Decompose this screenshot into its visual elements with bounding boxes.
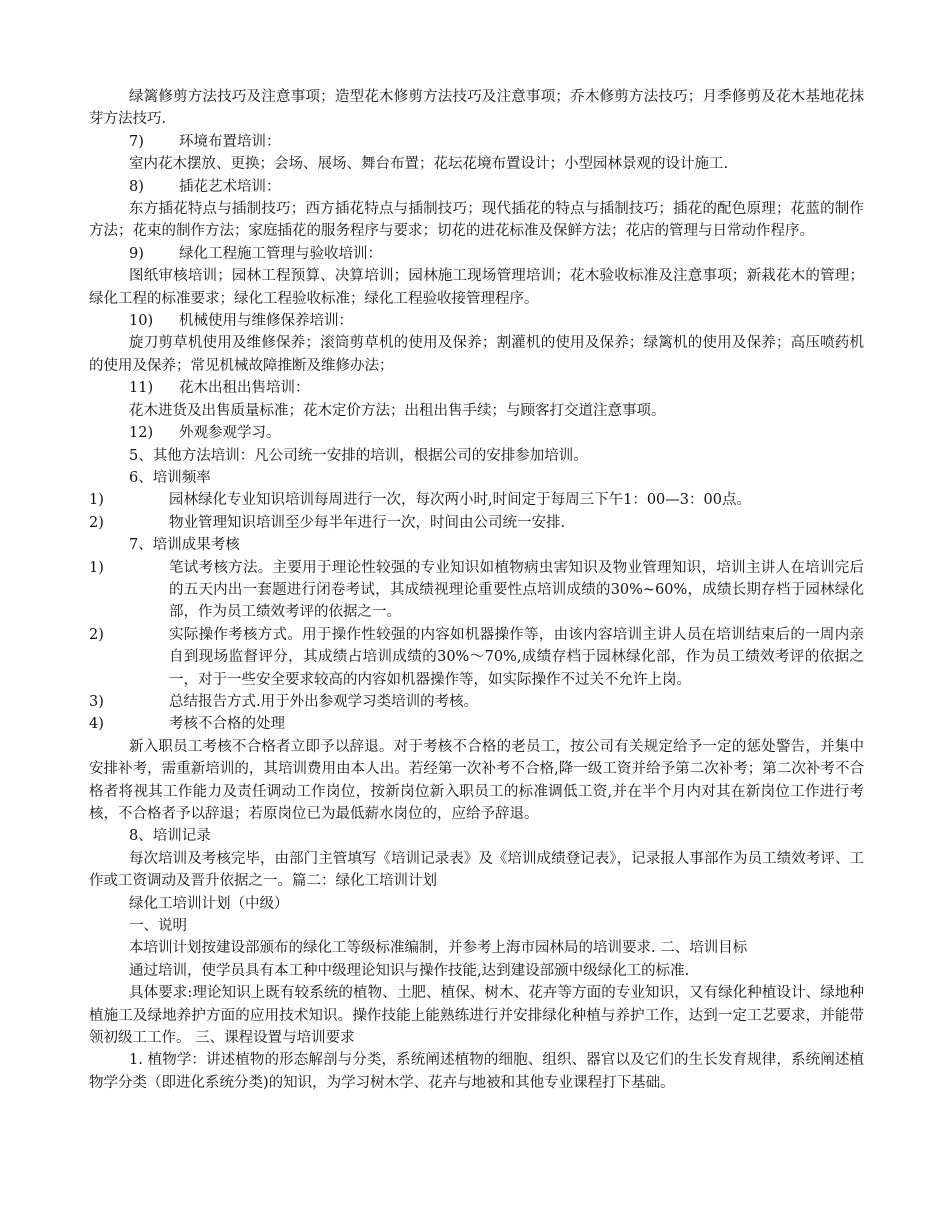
heading-number: 9) — [129, 245, 144, 262]
section-heading-records: 8、培训记录 — [129, 828, 211, 845]
heading-number: 11) — [129, 380, 154, 397]
heading-item-7 — [89, 131, 864, 153]
document-title-intermediate-plan: 绿化工培训计划（中级） — [129, 895, 289, 912]
paragraph-plan-basis: 本培训计划按建设部颁布的绿化工等级标准编制，并参考上海市园林局的培训要求. 二、培训目标 — [129, 940, 748, 957]
paragraph-machinery-maintenance: 旋刀剪草机使用及维修保养；滚筒剪草机的使用及保养；割灌机的使用及保养；绿篱机的使用及保养；高压喷药机的使用及保养；常见机械故障推断及维修办法； — [89, 335, 864, 374]
list-text: 实际操作考核方式。用于操作性较强的内容如机器操作等，由该内容培训主讲人员在培训结束后的一周内亲自到现场监督评分，其成绩占培训成绩的30%～70%,成绩存档于园林绿化部，作为员工绩效考评的依据之一，对于一些安全要求较高的内容如机器操作等，如实际操作不过关不允许上岗。 — [169, 626, 864, 688]
list-number: 4) — [89, 716, 104, 733]
heading-text: 绿化工程施工管理与验收培训： — [179, 245, 382, 262]
list-text: 笔试考核方法。主要用于理论性较强的专业知识如植物病虫害知识及物业管理知识，培训主讲人在培训完后的五天内出一套题进行闭卷考试，其成绩视理论重要性点培训成绩的30%~60%，成绩长期存档于园林绿化部，作为员工绩效考评的依据之一。 — [169, 559, 864, 621]
heading-number: 10) — [129, 313, 154, 330]
heading-text: 外观参观学习。 — [179, 425, 281, 442]
list-item-assessment-4 — [89, 713, 864, 735]
paragraph-pruning-methods: 绿篱修剪方法技巧及注意事项；造型花木修剪方法技巧及注意事项；乔木修剪方法技巧；月季修剪及花木基地花抹芽方法技巧. — [89, 89, 864, 128]
paragraph-specific-requirements: 具体要求:理论知识上既有较系统的植物、土肥、植保、树木、花卉等方面的专业知识，又有绿化种植设计、绿地种植施工及绿地养护方面的应用技术知识。操作技能上能熟练进行并安排绿化种植与养护工作，达到一定工艺要求，并能带领初级工工作。 三、课程设置与培训要求 — [89, 985, 864, 1047]
list-number: 3) — [89, 693, 104, 710]
heading-text: 环境布置培训： — [179, 133, 281, 150]
list-number: 2) — [89, 626, 104, 643]
list-text: 物业管理知识培训至少每半年进行一次，时间由公司统一安排. — [169, 514, 566, 531]
paragraph-environment-layout: 室内花木摆放、更换；会场、展场、舞台布置；花坛花境布置设计；小型园林景观的设计施工. — [129, 156, 729, 173]
heading-item-12 — [89, 422, 864, 444]
list-text: 园林绿化专业知识培训每周进行一次，每次两小时,时间定于每周三下午1：00—3：00点。 — [169, 492, 751, 509]
list-number: 1) — [89, 492, 104, 509]
heading-item-9 — [89, 243, 864, 265]
heading-number: 8) — [129, 178, 144, 195]
section-heading-frequency: 6、培训频率 — [129, 469, 211, 486]
list-number: 1) — [89, 559, 104, 576]
paragraph-failure-handling: 新入职员工考核不合格者立即予以辞退。对于考核不合格的老员工，按公司有关规定给予一定的惩处警告，并集中安排补考，需重新培训的，其培训费用由本人出。若经第一次补考不合格,降一级工资并给予第二次补考；第二次补考不合格者将视其工作能力及责任调动工作岗位，按新岗位新入职员工的标准调低工资,并在半个月内对其在新岗位工作进行考核，不合格者予以辞退；若原岗位已为最低薪水岗位的，应给予辞退。 — [89, 738, 864, 822]
list-item-assessment-1 — [89, 557, 864, 624]
heading-text: 花木出租出售培训： — [179, 380, 310, 397]
heading-item-10 — [89, 310, 864, 332]
section-heading-description: 一、说明 — [129, 918, 187, 935]
paragraph-rental-sales: 花木进货及出售质量标准；花木定价方法；出租出售手续；与顾客打交道注意事项。 — [129, 402, 666, 419]
heading-text: 机械使用与维修保养培训： — [179, 313, 353, 330]
paragraph-botany-course: 1. 植物学：讲述植物的形态解剖与分类，系统阐述植物的细胞、组织、器官以及它们的生长发育规律，系统阐述植物学分类（即进化系统分类)的知识，为学习树木学、花卉与地被和其他专业课程打下基础。 — [89, 1052, 864, 1091]
list-number: 2) — [89, 514, 104, 531]
heading-text: 插花艺术培训： — [179, 178, 281, 195]
heading-number: 12) — [129, 425, 154, 442]
paragraph-training-goal: 通过培训，使学员具有本工种中级理论知识与操作技能,达到建设部颁中级绿化工的标准. — [129, 962, 690, 979]
paragraph-other-training: 5、其他方法培训：凡公司统一安排的培训，根据公司的安排参加培训。 — [129, 447, 588, 464]
heading-number: 7) — [129, 133, 144, 150]
paragraph-flower-arrangement: 东方插花特点与插制技巧；西方插花特点与插制技巧；现代插花的特点与插制技巧；插花的配色原理；花蓝的制作方法；花束的制作方法；家庭插花的服务程序与要求；切花的进花标准及保鲜方法；花店的管理与日常动作程序。 — [89, 201, 864, 240]
list-text: 考核不合格的处理 — [169, 716, 285, 733]
list-item-assessment-3 — [89, 691, 864, 713]
list-item-frequency-2 — [89, 512, 864, 534]
section-heading-assessment: 7、培训成果考核 — [129, 537, 240, 554]
heading-item-11 — [89, 377, 864, 399]
paragraph-training-records: 每次培训及考核完毕，由部门主管填写《培训记录表》及《培训成绩登记表》，记录报人事部作为员工绩效考评、工作或工资调动及晋升依据之一。篇二：绿化工培训计划 — [89, 850, 864, 890]
list-item-assessment-2 — [89, 624, 864, 691]
paragraph-construction-management: 图纸审核培训；园林工程预算、决算培训；园林施工现场管理培训；花木验收标准及注意事项；新栽花木的管理；绿化工程的标准要求；绿化工程验收标准；绿化工程验收接管理程序。 — [89, 268, 864, 307]
list-text: 总结报告方式.用于外出参观学习类培训的考核。 — [169, 693, 479, 710]
list-item-frequency-1 — [89, 489, 864, 511]
heading-item-8 — [89, 176, 864, 198]
